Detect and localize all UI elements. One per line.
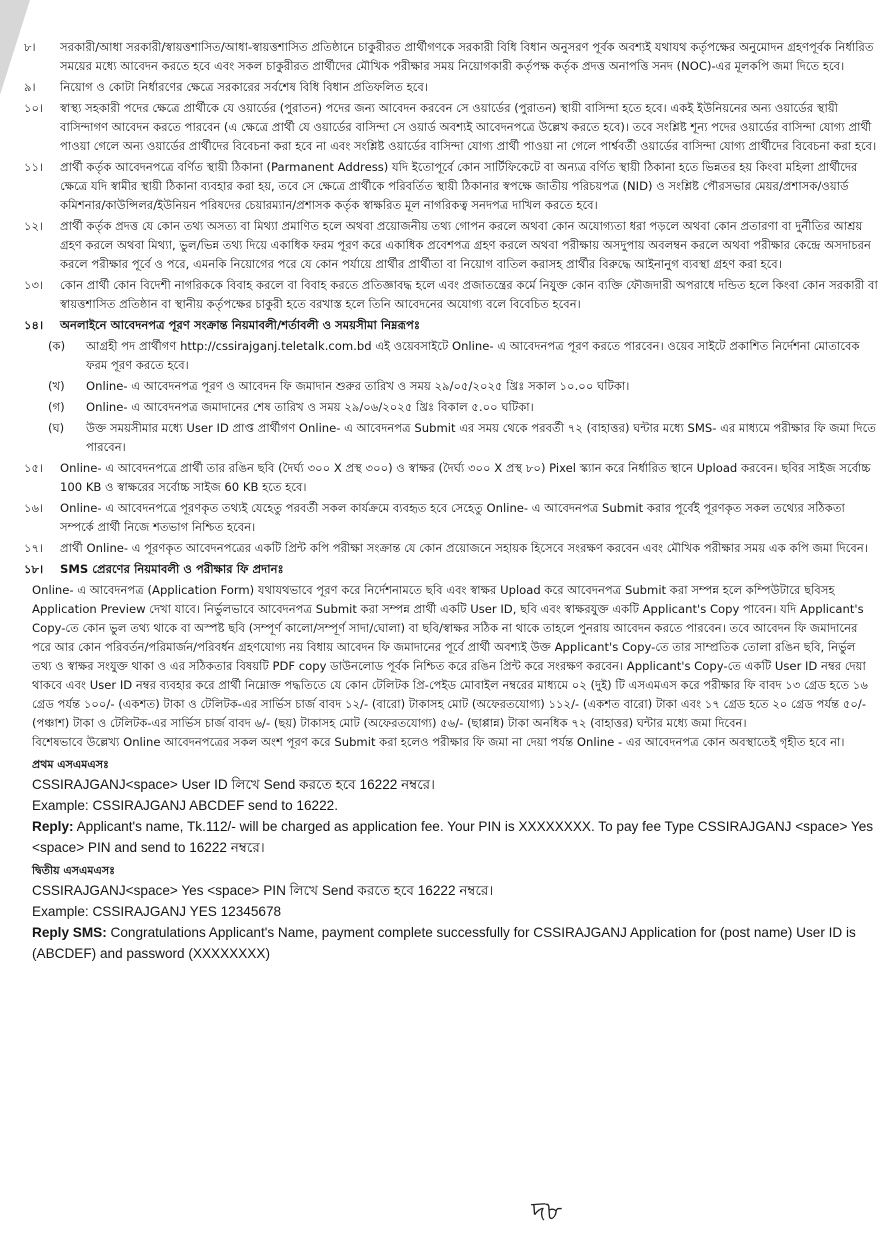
clause-number: ১৭। [24, 541, 44, 555]
clause-text: প্রার্থী কর্তৃক প্রদত্ত যে কোন তথ্য অসত্য বা মিথ্যা প্রমাণিত হলে অথবা প্রয়োজনীয় তথ্য গোপন করলে অথবা কোন অযোগ্যতা ধরা পড়লে অথবা কোন প্রতারণা বা দুর্নীতির আশ্রয় গ্রহণ করলে অথবা মিথ্যা, ভুল/ভিন্ন তথ্য দিয়ে একাধিক ফরম পূরণ করে একাধিক প্রবেশপত্র গ্রহণ করলে অথবা পরীক্ষায় অসদুপায় অবলম্বন করলে অথবা পরীক্ষার কেন্দ্রে অসদাচরন করলে পরীক্ষার পূর্বে ও পরে, এমনকি নিয়োগের পরে যে কোন পর্যায়ে প্রার্থীর প্রার্থীতা বা নিয়োগ বাতিল করাসহ প্রার্থীর বিরুদ্ধে আইনানুগ ব্যবস্থা গ্রহণ করা হবে। [60, 219, 871, 271]
clause-number: ১০। [24, 101, 44, 115]
clause-number: ৯। [24, 80, 36, 94]
clause-8 [18, 38, 878, 76]
clause-17 [18, 539, 878, 558]
sms-notice: বিশেষভাবে উল্লেখ্য Online আবেদনপত্রের সকল অংশ পূরণ করে Submit করা হলেও পরীক্ষার ফি জমা না দেয়া পর্যন্ত Online - এর আবেদনপত্র কোন অবস্থাতেই গৃহীত হবে না। [32, 735, 845, 749]
clause-text: প্রার্থী কর্তৃক আবেদনপত্রে বর্ণিত স্থায়ী ঠিকানা (Parmanent Address) যদি ইতোপূর্বে কোন সার্টিফিকেটে বা অন্যত্র বর্ণিত স্থায়ী ঠিকানা হতে ভিন্নতর হয় কিংবা মহিলা প্রার্থীদের ক্ষেত্রে যদি স্বামীর স্থায়ী ঠিকানা ব্যবহার করা হয়, তবে সে ক্ষেত্রে প্রার্থীকে পরিবর্তিত স্থায়ী ঠিকানার স্বপক্ষে জাতীয় পরিচয়পত্র (NID) ও সংশ্লিষ্ট পৌরসভার মেয়র/প্রশাসক/ওয়ার্ড কমিশনার/কাউন্সিলর/ইউনিয়ন পরিষদের চেয়ারম্যান/প্রশাসক কর্তৃক স্বাক্ষরিত মূল নাগরিকত্ব সনদপত্র দাখিল করতে হবে। [60, 160, 858, 212]
clause-number: ১৫। [24, 461, 44, 475]
clause-text: Online- এ আবেদনপত্রে পূরণকৃত তথ্যই যেহেতু পরবর্তী সকল কার্যক্রমে ব্যবহৃত হবে সেহেতু Online- এ আবেদনপত্র Submit করার পূর্বেই পূরণকৃত সকল তথ্যের সঠিকতা সম্পর্কে প্রার্থী নিজে শতভাগ নিশ্চিত হবেন। [60, 501, 845, 534]
first-sms-format: CSSIRAJGANJ<space> User ID লিখে Send করতে হবে 16222 নম্বরে। [32, 777, 436, 792]
subclause-number: (ঘ) [48, 421, 65, 435]
clause-text: স্বাস্থ্য সহকারী পদের ক্ষেত্রে প্রার্থীকে যে ওয়ার্ডের (পুরাতন) পদের জন্য আবেদন করবেন সে ওয়ার্ডের (পুরাতন) স্থায়ী বাসিন্দা হতে হবে। একই ইউনিয়নের অন্য ওয়ার্ডের স্থায়ী বাসিন্দাগণ আবেদন করতে পারবেন (এ ক্ষেত্রে প্রার্থী যে ওয়ার্ডের বাসিন্দা সে ওয়ার্ড অবশ্যই আবেদনপত্রে উল্লেখ করতে হবে)। তবে সংশ্লিষ্ট শূন্য পদের ওয়ার্ডের বাসিন্দা যোগ্য প্রার্থী পাওয়া গেলে অন্য ওয়ার্ডের প্রার্থীদের বিবেচনা করা হবে না এবং সংশ্লিষ্ট ওয়ার্ডের বাসিন্দা যোগ্য প্রার্থী পাওয়া না গেলে পার্শ্ববর্তী ওয়ার্ডের বাসিন্দা যোগ্য প্রার্থীদের বিবেচনা করা হবে। [60, 101, 877, 153]
clause-number: ১৪। [24, 318, 44, 332]
second-sms-label: দ্বিতীয় এসএমএসঃ [32, 864, 116, 877]
clause-9 [18, 78, 878, 97]
notice-content [18, 38, 878, 964]
clause-15 [18, 459, 878, 497]
section-heading: SMS প্রেরণের নিয়মাবলী ও পরীক্ষার ফি প্রদানঃ [60, 562, 284, 576]
clause-11 [18, 158, 878, 215]
clause-12 [18, 217, 878, 274]
reply-label: Reply: [32, 819, 74, 834]
clause-number: ১৩। [24, 278, 44, 292]
subclause-ga [18, 398, 878, 417]
subclause-text: উক্ত সময়সীমার মধ্যে User ID প্রাপ্ত প্রার্থীগণ Online- এ আবেদনপত্র Submit এর সময় থেকে পরবর্তী ৭২ (বাহাত্তর) ঘন্টার মধ্যে SMS- এর মাধ্যমে পরীক্ষার ফি জমা দিতে পারবেন। [86, 421, 876, 454]
clause-13 [18, 276, 878, 314]
second-sms-example: Example: CSSIRAJGANJ YES 12345678 [32, 904, 282, 919]
subclause-text: Online- এ আবেদনপত্র পূরণ ও আবেদন ফি জমাদান শুরুর তারিখ ও সময় ২৯/০৫/২০২৫ খ্রিঃ সকাল ১০.০০ ঘটিকা। [86, 379, 630, 393]
clause-number: ১২। [24, 219, 44, 233]
clause-number: ১৬। [24, 501, 44, 515]
clause-14-heading [18, 316, 878, 335]
subclause-gha [18, 419, 878, 457]
clause-number: ১১। [24, 160, 44, 174]
subclause-text: Online- এ আবেদনপত্র জমাদানের শেষ তারিখ ও সময় ২৯/০৬/২০২৫ খ্রিঃ বিকাল ৫.০০ ঘটিকা। [86, 400, 534, 414]
sms-paragraph: Online- এ আবেদনপত্র (Application Form) যথাযথভাবে পূরণ করে নির্দেশনামতে ছবি এবং স্বাক্ষর Upload করে আবেদনপত্র Submit করা সম্পন্ন হলে কম্পিউটারে ছবিসহ Application Preview দেখা যাবে। নির্ভুলভাবে আবেদনপত্র Submit করা সম্পন্ন প্রার্থী একটি User ID, ছবি এবং স্বাক্ষরযুক্ত একটি Applicant's Copy পাবেন। যদি Applicant's Copy-তে কোন ভুল তথ্য থাকে বা অস্পষ্ট ছবি (সম্পূর্ণ কালো/সম্পূর্ণ সাদা/ঘোলা) বা ছবি/স্বাক্ষর সঠিক না থাকে তাহলে পুনরায় আবেদন করতে পারবেন। তবে আবেদন ফি জমাদানের পরে আর কোন পরিবর্তন/পরিমার্জন/পরিবর্ধন গ্রহণযোগ্য নয় বিধায় আবেদন ফি জমাদানের পূর্বে প্রার্থী অবশ্যই উক্ত Applicant's Copy-তে তার সাম্প্রতিক তোলা রঙিন ছবি, নির্ভুল তথ্য ও স্বাক্ষর সংযুক্ত থাকা ও এর সঠিকতার বিষয়টি PDF copy ডাউনলোড পূর্বক নিশ্চিত করে রঙিন প্রিন্ট করে সংরক্ষণ করবেন। Applicant's Copy-তে একটি User ID নম্বর দেয়া থাকবে এবং User ID নম্বর ব্যবহার করে প্রার্থী নিম্নোক্ত পদ্ধতিতে যে কোন টেলিটক প্রি-পেইড মোবাইল নম্বরের মাধ্যমে ০২ (দুই) টি এসএমএস করে পরীক্ষার ফি বাবদ ১৩ গ্রেড হতে ১৬ গ্রেড পর্যন্ত ১০০/- (একশত) টাকা ও টেলিটক-এর সার্ভিস চার্জ বাবদ ১২/- (বারো) টাকাসহ মোট (অফেরতযোগ্য) ১১২/- (একশত বারো) টাকা এবং ১৭ গ্রেড হতে ২০ গ্রেড পর্যন্ত ৫০/- (পঞ্চাশ) টাকা ও টেলিটক-এর সার্ভিস চার্জ বাবদ ৬/- (ছয়) টাকাসহ মোট (অফেরতযোগ্য) ৫৬/- (ছাপ্পান্ন) টাকা অনধিক ৭২ (বাহাত্তর) ঘন্টার মধ্যে জমা দিবেন। [32, 583, 868, 730]
page-signature: দ৮ [530, 1195, 564, 1229]
clause-16 [18, 499, 878, 537]
clause-10 [18, 99, 878, 156]
section-heading: অনলাইনে আবেদনপত্র পূরণ সংক্রান্ত নিয়মাবলী/শর্তাবলী ও সময়সীমা নিম্নরূপঃ [60, 318, 421, 332]
second-sms-reply [18, 922, 878, 964]
subclause-kha [18, 377, 878, 396]
clause-text: সরকারী/আধা সরকারী/স্বায়ত্তশাসিত/আধা-স্বায়ত্তশাসিত প্রতিষ্ঠানে চাকুরীরত প্রার্থীগণকে সরকারী বিধি বিধান অনুসরণ পূর্বক অবশ্যই যথাযথ কর্তৃপক্ষের অনুমোদন গ্রহণপূর্বক নির্ধারিত সময়ের মধ্যে আবেদন করতে হবে এবং সকল চাকুরীরত প্রার্থীদের মৌখিক পরীক্ষার সময় নিয়োগকারী কর্তৃপক্ষ কর্তৃক প্রদত্ত অনাপত্তি সনদ (NOC)-এর মূলকপি জমা দিতে হবে। [60, 40, 874, 73]
first-sms-example: Example: CSSIRAJGANJ ABCDEF send to 16222. [32, 798, 338, 813]
clause-text: Online- এ আবেদনপত্রে প্রার্থী তার রঙিন ছবি (দৈর্ঘ্য ৩০০ X প্রস্থ ৩০০) ও স্বাক্ষর (দৈর্ঘ্য ৩০০ X প্রস্থ ৮০) Pixel স্ক্যান করে নির্ধারিত স্থানে Upload করবেন। ছবির সাইজ সর্বোচ্চ 100 KB ও স্বাক্ষরের সর্বোচ্চ সাইজ 60 KB হতে হবে। [60, 461, 871, 494]
second-sms-format: CSSIRAJGANJ<space> Yes <space> PIN লিখে Send করতে হবে 16222 নম্বরে। [32, 883, 494, 898]
subclause-number: (গ) [48, 400, 65, 414]
first-sms-label: প্রথম এসএমএসঃ [32, 758, 109, 771]
clause-number: ৮। [24, 40, 36, 54]
clause-text: কোন প্রার্থী কোন বিদেশী নাগরিককে বিবাহ করলে বা বিবাহ করতে প্রতিজ্ঞাবদ্ধ হলে এবং প্রজাতন্ত্রের কর্মে নিযুক্ত কোন ব্যক্তি ফৌজদারী অপরাধে দন্ডিত হলে কিংবা কোন সরকারী বা স্বায়ত্তশাসিত প্রতিষ্ঠান বা স্থানীয় কর্তৃপক্ষের চাকুরী হতে বরখাস্ত হলে তিনি আবেদনের অযোগ্য বলে বিবেচিত হবেন। [60, 278, 878, 311]
clause-18-heading [18, 560, 878, 579]
reply-text: Congratulations Applicant's Name, payment complete successfully for CSSIRAJGANJ Application for (post name) User ID is (ABCDEF) and password (XXXXXXXX) [32, 925, 856, 961]
subclause-number: (খ) [48, 379, 65, 393]
first-sms-reply [18, 816, 878, 858]
subclause-number: (ক) [48, 339, 66, 353]
reply-label: Reply SMS: [32, 925, 107, 940]
clause-text: প্রার্থী Online- এ পূরণকৃত আবেদনপত্রের একটি প্রিন্ট কপি পরীক্ষা সংক্রান্ত যে কোন প্রয়োজনে সহায়ক হিসেবে সংরক্ষণ করবেন এবং মৌখিক পরীক্ষার সময় এক কপি জমা দিবেন। [60, 541, 868, 555]
subclause-ka [18, 337, 878, 375]
clause-text: নিয়োগ ও কোটা নির্ধারণের ক্ষেত্রে সরকারের সর্বশেষ বিধি বিধান প্রতিফলিত হবে। [60, 80, 428, 94]
reply-text: Applicant's name, Tk.112/- will be charged as application fee. Your PIN is XXXXXXXX. To pay fee Type CSSIRAJGANJ <space> Yes <space> PIN and send to 16222 নম্বরে। [32, 819, 874, 855]
subclause-text: আগ্রহী পদ প্রার্থীগণ http://cssirajganj.teletalk.com.bd এই ওয়েবসাইটে Online- এ আবেদনপত্র পূরণ করতে পারবেন। ওয়েব সাইটে প্রকাশিত নির্দেশনা মোতাবেক ফরম পূরণ করতে হবে। [86, 339, 860, 372]
clause-number: ১৮। [24, 562, 44, 576]
